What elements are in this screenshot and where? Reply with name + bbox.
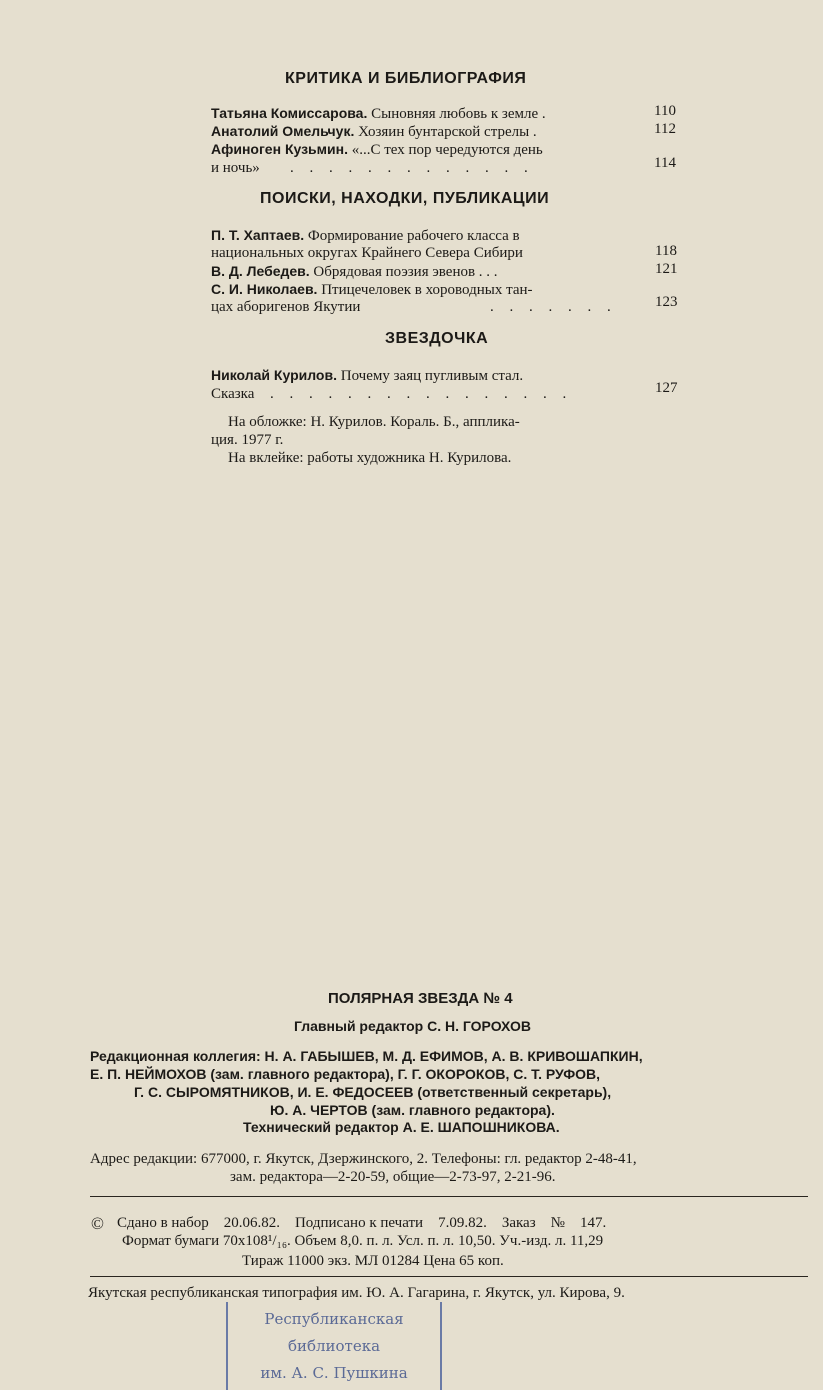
toc-entry[interactable] (211, 104, 546, 123)
toc-leader-dots: . . . . . . . (490, 299, 617, 315)
section-title-search: ПОИСКИ, НАХОДКИ, ПУБЛИКАЦИИ (260, 190, 550, 207)
section-title-star: ЗВЕЗДОЧКА (385, 330, 489, 347)
editorial-board-line: Ю. А. ЧЕРТОВ (зам. главного редактора). (270, 1102, 555, 1118)
cover-note-line: На вклейке: работы художника Н. Курилова. (228, 450, 512, 466)
toc-author: Николай Курилов. (211, 367, 337, 383)
editorial-phones: зам. редактора—2-20-59, общие—2-73-97, 2-21-96. (230, 1169, 556, 1185)
copyright-icon: © (91, 1214, 104, 1233)
toc-title: Птицечеловек в хороводных тан- (317, 282, 533, 298)
toc-title: Сыновняя любовь к земле . (367, 106, 546, 122)
toc-title: Хозяин бунтарской стрелы . (354, 124, 537, 140)
toc-author: Анатолий Омельчук. (211, 123, 355, 139)
toc-entry[interactable] (211, 262, 498, 281)
toc-author: В. Д. Лебедев. (211, 263, 310, 279)
toc-entry[interactable] (211, 280, 533, 299)
toc-title: Формирование рабочего класса в (304, 228, 520, 244)
toc-page-number: 114 (654, 155, 676, 171)
toc-page-number: 110 (654, 103, 676, 119)
toc-author: Татьяна Комиссарова. (211, 105, 368, 121)
paper-format: Формат бумаги 70x108¹/₁₆. Объем 8,0. п. л. Усл. п. л. 10,50. Уч.-изд. л. 11,29 (122, 1233, 604, 1249)
divider (90, 1276, 808, 1277)
print-run: Тираж 11000 экз. МЛ 01284 Цена 65 коп. (242, 1253, 504, 1269)
stamp-line: Республиканская (264, 1310, 404, 1328)
toc-page-number: 121 (655, 261, 678, 277)
toc-entry[interactable] (211, 366, 523, 385)
toc-title-continued: национальных округах Крайнего Севера Сибири (211, 245, 523, 261)
toc-author: П. Т. Хаптаев. (211, 227, 305, 243)
technical-editor: Технический редактор А. Е. ШАПОШНИКОВА. (243, 1119, 560, 1135)
toc-title: Почему заяц пугливым стал. (336, 368, 524, 384)
cover-note-line: На обложке: Н. Курилов. Кораль. Б., апплика- (228, 414, 520, 430)
toc-leader-dots: . . . . . . . . . . . . . . . . (270, 386, 573, 402)
stamp-line: им. А. С. Пушкина (260, 1364, 408, 1382)
toc-author: Афиноген Кузьмин. (211, 141, 348, 157)
print-dates: Сдано в набор 20.06.82. Подписано к печати 7.09.82. Заказ № 147. (117, 1215, 607, 1231)
chief-editor: Главный редактор С. Н. ГОРОХОВ (294, 1018, 532, 1034)
toc-leader-dots: . . . . . . . . . . . . . (290, 160, 534, 176)
toc-author: С. И. Николаев. (211, 281, 318, 297)
editorial-address: Адрес редакции: 677000, г. Якутск, Дзержинского, 2. Телефоны: гл. редактор 2-48-41, (90, 1151, 637, 1167)
editorial-board-line: Редакционная коллегия: Н. А. ГАБЫШЕВ, М. Д. ЕФИМОВ, А. В. КРИВОШАПКИН, (90, 1048, 643, 1064)
toc-page-number: 112 (654, 121, 676, 137)
toc-page-number: 127 (655, 380, 678, 396)
library-stamp (226, 1302, 442, 1390)
section-title-criticism: КРИТИКА И БИБЛИОГРАФИЯ (285, 70, 527, 87)
editorial-board-line: Е. П. НЕЙМОХОВ (зам. главного редактора), Г. Г. ОКОРОКОВ, С. Т. РУФОВ, (90, 1066, 601, 1082)
toc-entry[interactable] (211, 226, 520, 245)
printer-info: Якутская республиканская типография им. Ю. А. Гагарина, г. Якутск, ул. Кирова, 9. (88, 1285, 625, 1301)
toc-page-number: 118 (655, 243, 677, 259)
cover-note-line: ция. 1977 г. (211, 432, 284, 448)
toc-title-continued: цах аборигенов Якутии (211, 299, 361, 315)
divider (90, 1196, 808, 1197)
toc-title: Обрядовая поэзия эвенов . . . (309, 264, 498, 280)
toc-page-number: 123 (655, 294, 678, 310)
toc-entry[interactable] (211, 140, 543, 159)
toc-entry[interactable] (211, 122, 537, 141)
editorial-board-line: Г. С. СЫРОМЯТНИКОВ, И. Е. ФЕДОСЕЕВ (ответственный секретарь), (134, 1084, 612, 1100)
toc-title-continued: и ночь» (211, 160, 260, 176)
toc-title: «...С тех пор чередуются день (347, 142, 543, 158)
toc-title-continued: Сказка (211, 386, 255, 402)
journal-issue-title: ПОЛЯРНАЯ ЗВЕЗДА № 4 (328, 990, 513, 1007)
stamp-line: библиотека (287, 1337, 381, 1355)
